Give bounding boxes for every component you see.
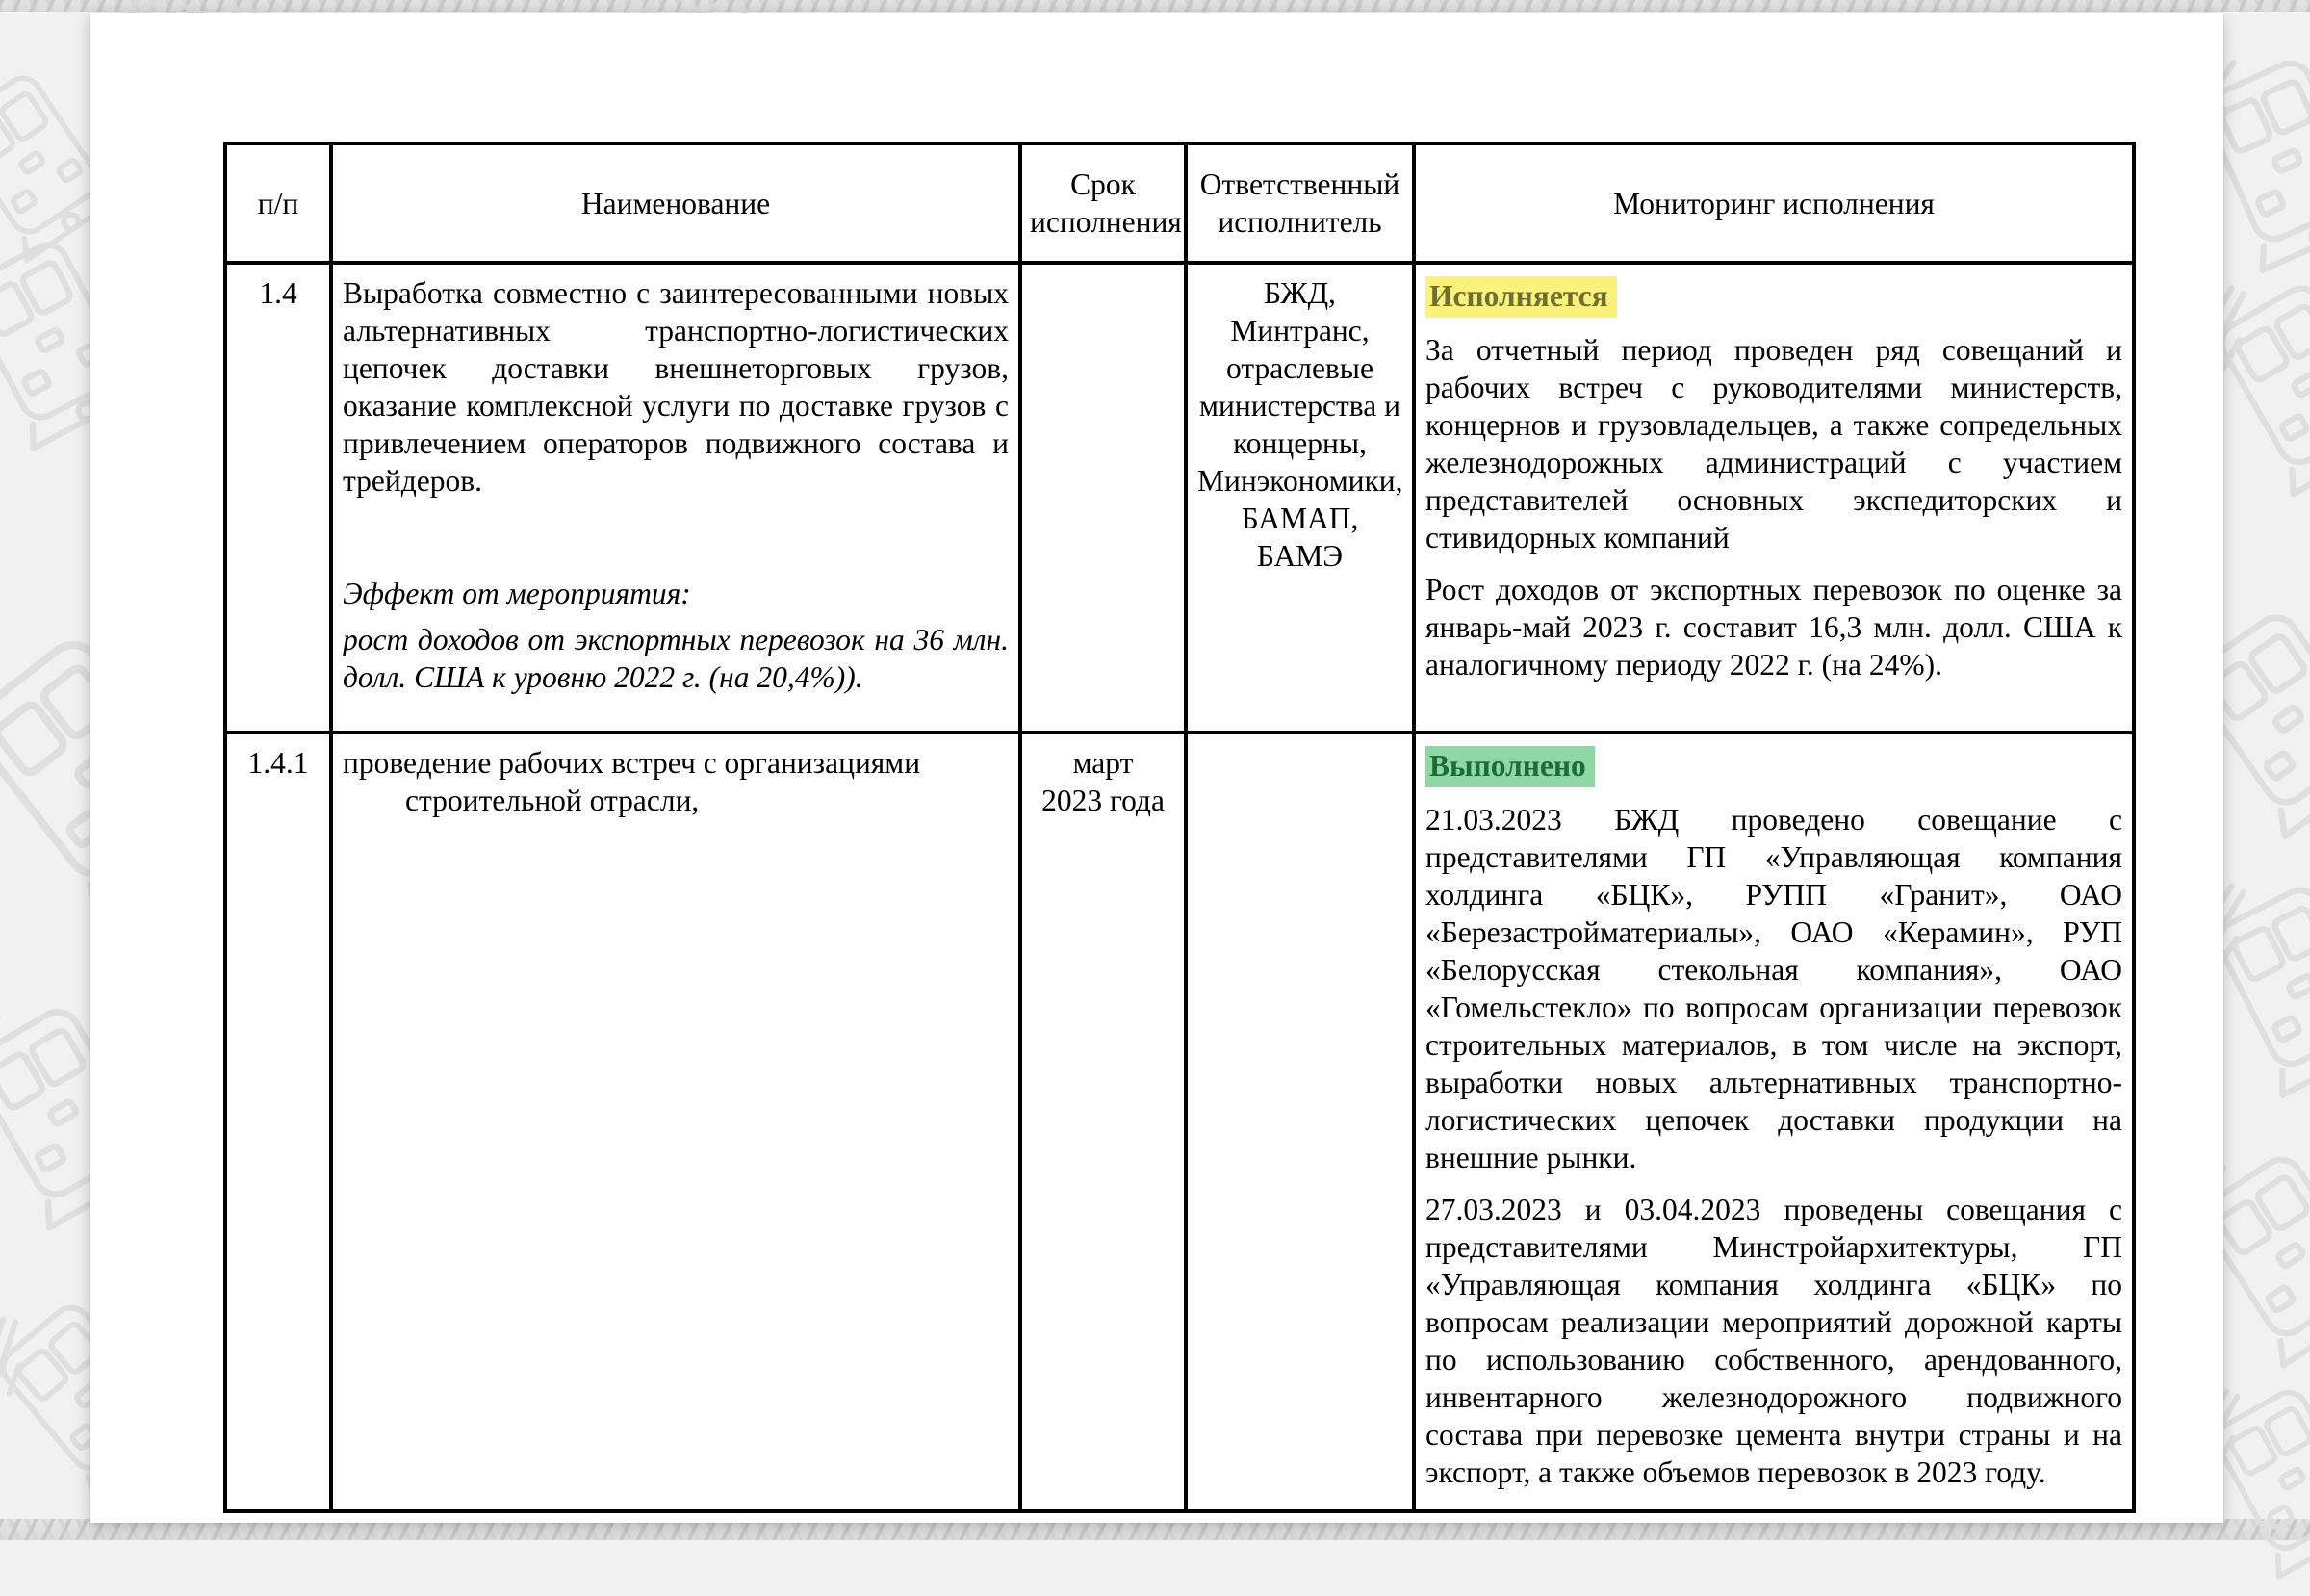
table-row (225, 733, 2134, 1511)
responsible-line: министерства и (1199, 389, 1400, 423)
measure-effect (343, 575, 1009, 696)
cell-num: 1.4.1 (225, 733, 331, 1511)
monitoring-paragraph: За отчетный период проведен ряд совещаний и рабочих встреч с руководителями министерств, концернов и грузовладельцев, а также сопредельных железнодорожных администраций с участием представителей основных экспедиторских и стивидорных компаний (1425, 333, 2122, 554)
effect-text: рост доходов от экспортных перевозок на 36 млн. долл. США к уровню 2022 г. (на 20,4%)). (343, 623, 1009, 694)
document-page (90, 13, 2223, 1523)
term-line: 2023 года (1041, 784, 1165, 817)
header-term: Срок исполнения (1020, 143, 1186, 263)
header-name: Наименование (331, 143, 1020, 263)
monitoring-paragraph: 21.03.2023 БЖД проведено совещание с представителями ГП «Управляющая компания холдинга «БЦК», РУПП «Гранит», ОАО «Березастройматериалы», ОАО «Керамин», РУП «Белорусская стекольная компания», ОАО «Гомельстекло» по вопросам организации перевозок строительных материалов, в том числе на экспорт, выработки новых альтернативных транспортно-логистических цепочек доставки продукции на внешние рынки. (1425, 803, 2122, 1174)
cell-term (1020, 733, 1186, 1511)
table-header-row (225, 143, 2134, 263)
monitoring-paragraph: Рост доходов от экспортных перевозок по оценке за январь-май 2023 г. составит 16,3 млн. долл. США к аналогичному периоду 2022 г. (на 24%). (1425, 573, 2122, 682)
cell-responsible (1186, 733, 1414, 1511)
monitoring-table (223, 142, 2136, 1513)
effect-label: Эффект от мероприятия: (343, 577, 691, 610)
responsible-line: Минтранс, (1230, 314, 1370, 348)
cell-monitoring (1414, 263, 2134, 733)
cell-name (331, 263, 1020, 733)
term-line: март (1072, 746, 1134, 780)
cell-term (1020, 263, 1186, 733)
cell-monitoring (1414, 733, 2134, 1511)
header-responsible: Ответственный исполнитель (1186, 143, 1414, 263)
responsible-line: БАМАП, БАМЭ (1241, 502, 1359, 573)
measure-description-line: проведение рабочих встреч с организациями (343, 746, 921, 780)
responsible-line: Минэкономики, (1197, 464, 1403, 498)
chevron-band-top (0, 0, 2310, 12)
header-num: п/п (225, 143, 331, 263)
responsible-line: БЖД, (1264, 276, 1336, 310)
header-monitoring: Мониторинг исполнения (1414, 143, 2134, 263)
measure-description-line: строительной отрасли, (405, 784, 700, 817)
cell-num: 1.4 (225, 263, 331, 733)
cell-responsible (1186, 263, 1414, 733)
responsible-line: концерны, (1233, 426, 1367, 460)
table-row (225, 263, 2134, 733)
cell-name (331, 733, 1020, 1511)
monitoring-paragraph: 27.03.2023 и 03.04.2023 проведены совещания с представителями Минстройархитектуры, ГП «Управляющая компания холдинга «БЦК» по вопросам реализации мероприятий дорожной карты по использованию собственного, арендованного, инвентарного железнодорожного подвижного состава при перевозке цемента внутри страны и на экспорт, а также объемов перевозок в 2023 году. (1425, 1193, 2122, 1489)
status-badge: Исполняется (1425, 276, 1617, 318)
responsible-line: отраслевые (1226, 351, 1373, 385)
status-badge: Выполнено (1425, 746, 1595, 787)
measure-description: Выработка совместно с заинтересованными новых альтернативных транспортно-логистических цепочек доставки внешнеторговых грузов, оказание комплексной услуги по доставке грузов с привлечением операторов подвижного состава и трейдеров. (343, 276, 1009, 498)
